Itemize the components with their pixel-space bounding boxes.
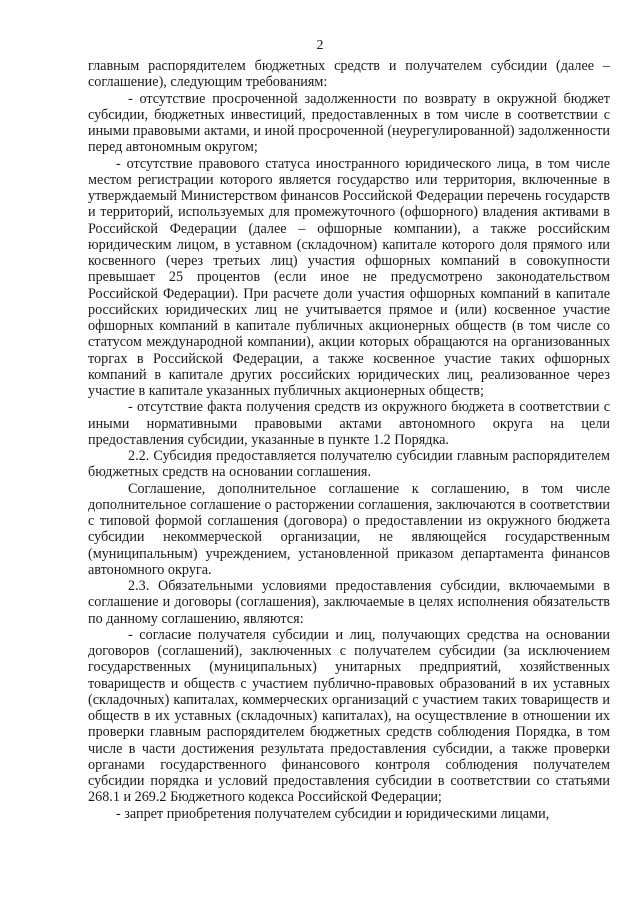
paragraph: - запрет приобретения получателем субсидии и юридическими лицами,	[116, 805, 550, 822]
paragraph: 2.3. Обязательными условиями предоставления субсидии, включаемыми в соглашение и договоры (соглашения), заключаемые в целях исполнения обязательств по данному соглашению, являются:	[88, 578, 610, 627]
paragraph: - отсутствие просроченной задолженности по возврату в окружной бюджет субсидии, бюджетных инвестиций, предоставленных в том числе в соответствии с иными правовыми актами, и иной просроченной (неурегулированной) задолженности перед автономным округом;	[88, 90, 610, 156]
paragraph: главным распорядителем бюджетных средств и получателем субсидии (далее – соглашение), следующим требованиям:	[88, 58, 610, 91]
paragraph: - отсутствие факта получения средств из окружного бюджета в соответствии с иными нормативными правовыми актами автономного округа на цели предоставления субсидии, указанные в пункте 1.2 Порядка.	[88, 399, 610, 448]
paragraph: 2.2. Субсидия предоставляется получателю субсидии главным распорядителем бюджетных средств на основании соглашения.	[88, 448, 610, 481]
paragraph: - согласие получателя субсидии и лиц, получающих средства на основании договоров (соглашений), заключенных с получателем субсидии (за исключением государственных (муниципальных) унитарных предприятий, хозяйственных товариществ и обществ с участием публично-правовых образований в их уставных (складочных) капиталах, коммерческих организаций с участием таких товариществ и обществ в их уставных (складочных) капиталах), на осуществление в отношении их проверки главным распорядителем бюджетных средств соблюдения Порядка, в том числе в части достижения результата предоставления субсидии, а также проверки органами государственного финансового контроля соблюдения получателем субсидии порядка и условий предоставления субсидии в соответствии со статьями 268.1 и 269.2 Бюджетного кодекса Российской Федерации;	[88, 626, 610, 806]
paragraph: - отсутствие правового статуса иностранного юридического лица, в том числе местом регистрации которого является государство или территория, включенные в утверждаемый Министерством финансов Российской Федерации перечень государств и территорий, используемых для промежуточного (офшорного) владения активами в Российской Федерации (далее – офшорные компании), а также российским юридическим лицом, в уставном (складочном) капитале которого доля прямого или косвенного (через третьих лиц) участия офшорных компаний в совокупности превышает 25 процентов (если иное не предусмотрено законодательством Российской Федерации). При расчете доли участия офшорных компаний в капитале российских юридических лиц не учитывается прямое и (или) косвенное участие офшорных компаний в капитале публичных акционерных обществ (в том числе со статусом международной компании), акции которых обращаются на организованных торгах в Российской Федерации, а также косвенное участие таких офшорных компаний в капитале других российских юридических лиц, реализованное через участие в капитале указанных публичных акционерных обществ;	[88, 155, 610, 399]
document-body	[88, 58, 610, 822]
page-number: 2	[316, 38, 324, 53]
paragraph: Соглашение, дополнительное соглашение к соглашению, в том числе дополнительное соглашение о расторжении соглашения, заключаются в соответствии с типовой формой соглашения (договора) о предоставлении из окружного бюджета субсидии некоммерческой организации, не являющейся государственным (муниципальным) учреждением, установленной приказом департамента финансов автономного округа.	[88, 480, 610, 578]
